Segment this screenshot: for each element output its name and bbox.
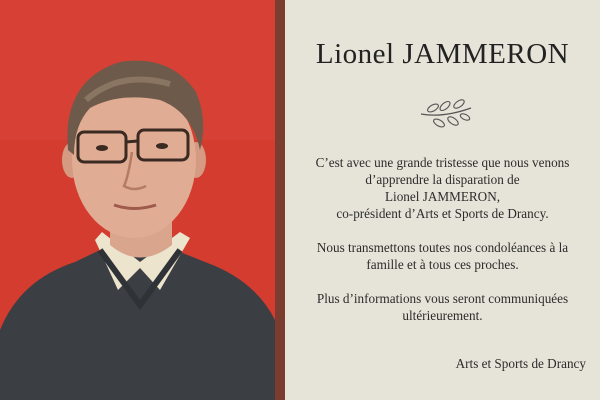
message-line: co-président d’Arts et Sports de Drancy. xyxy=(336,206,549,221)
portrait-illustration xyxy=(0,0,275,400)
message-line: C’est avec une grande tristesse que nous venons xyxy=(315,155,570,170)
message-line: Lionel JAMMERON, xyxy=(384,189,501,204)
text-panel xyxy=(285,0,600,400)
message-line: Nous transmettons toutes nos condoléances à la xyxy=(316,240,569,255)
olive-branch-icon xyxy=(415,96,475,136)
condolence-message xyxy=(300,154,585,341)
message-paragraph-1 xyxy=(300,154,585,222)
message-line: d’apprendre la disparation de xyxy=(365,172,520,187)
message-line: famille et à tous ces proches. xyxy=(366,257,519,272)
message-line: Plus d’informations vous seront communiquées xyxy=(316,291,569,306)
message-paragraph-3 xyxy=(300,290,585,324)
portrait-photo xyxy=(0,0,275,400)
panel-divider xyxy=(275,0,285,400)
person-name: Lionel JAMMERON xyxy=(315,38,570,70)
signature: Arts et Sports de Drancy xyxy=(455,356,586,371)
message-line: ultérieurement. xyxy=(402,308,483,323)
message-paragraph-2 xyxy=(300,239,585,273)
